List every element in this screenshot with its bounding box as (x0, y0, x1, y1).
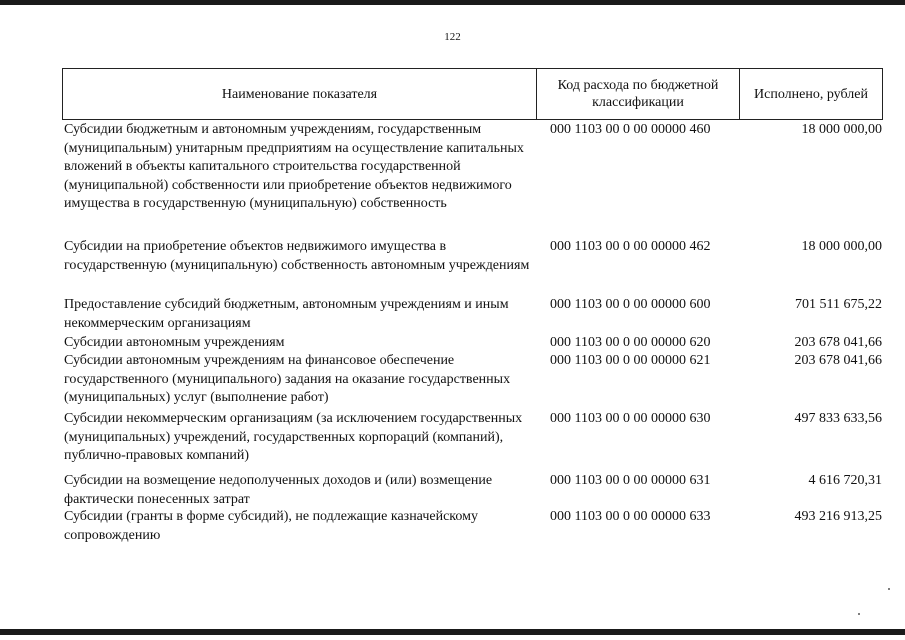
table-row (64, 472, 883, 508)
row-sum: 4 616 720,31 (808, 473, 882, 488)
header-code: Код расхода по бюджетной классификации (537, 69, 740, 119)
table-row (64, 334, 883, 352)
top-border (0, 0, 905, 5)
row-code: 000 1103 00 0 00 00000 460 (550, 122, 711, 137)
table-row (64, 238, 883, 296)
row-name: Субсидии на возмещение недополученных доходов и (или) возмещение фактически понесенных затрат (64, 473, 493, 507)
row-code: 000 1103 00 0 00 00000 600 (550, 297, 711, 312)
row-sum: 203 678 041,66 (794, 335, 882, 350)
row-code: 000 1103 00 0 00 00000 630 (550, 411, 711, 426)
row-code: 000 1103 00 0 00 00000 631 (550, 473, 711, 488)
page-number: 122 (444, 31, 461, 43)
bottom-border (0, 629, 905, 635)
row-name: Субсидии автономным учреждениям (64, 335, 285, 350)
table-row (64, 508, 883, 546)
scan-speck (888, 588, 890, 590)
table-row (64, 121, 883, 238)
row-sum: 18 000 000,00 (801, 122, 882, 137)
row-name: Субсидии (гранты в форме субсидий), не подлежащие казначейскому сопровождению (64, 509, 478, 543)
row-name: Субсидии автономным учреждениям на финансовое обеспечение государственного (муниципального) задания на оказание государственных (муниципальных) услуг (выполнение работ) (64, 353, 511, 406)
table-row (64, 352, 883, 410)
header-name: Наименование показателя (63, 69, 537, 119)
row-code: 000 1103 00 0 00 00000 620 (550, 335, 711, 350)
row-name: Предоставление субсидий бюджетным, автономным учреждениям и иным некоммерческим организациям (64, 297, 509, 331)
row-sum: 493 216 913,25 (794, 509, 882, 524)
row-sum: 701 511 675,22 (795, 297, 882, 312)
row-sum: 18 000 000,00 (801, 239, 882, 254)
row-sum: 497 833 633,56 (794, 411, 882, 426)
row-code: 000 1103 00 0 00 00000 462 (550, 239, 711, 254)
table-header (62, 68, 883, 120)
scan-speck (858, 613, 860, 615)
row-sum: 203 678 041,66 (794, 353, 882, 368)
row-code: 000 1103 00 0 00 00000 621 (550, 353, 711, 368)
table-body (64, 121, 883, 546)
row-name: Субсидии некоммерческим организациям (за исключением государственных (муниципальных) учреждений, государственных корпораций (компаний), публично-правовых компаний) (64, 411, 523, 464)
row-name: Субсидии на приобретение объектов недвижимого имущества в государственную (муниципальную) собственность автономным учреждениям (64, 239, 530, 273)
row-code: 000 1103 00 0 00 00000 633 (550, 509, 711, 524)
row-name: Субсидии бюджетным и автономным учреждениям, государственным (муниципальным) унитарным предприятиям на осуществление капитальных вложений в объекты капитального строительства государственной (муниципальной) собственности или приобретение объектов недвижимого имущества в государственную (муниципальную) собственность (64, 122, 524, 212)
table-row (64, 296, 883, 334)
header-sum: Исполнено, рублей (754, 86, 868, 102)
table-row (64, 410, 883, 472)
